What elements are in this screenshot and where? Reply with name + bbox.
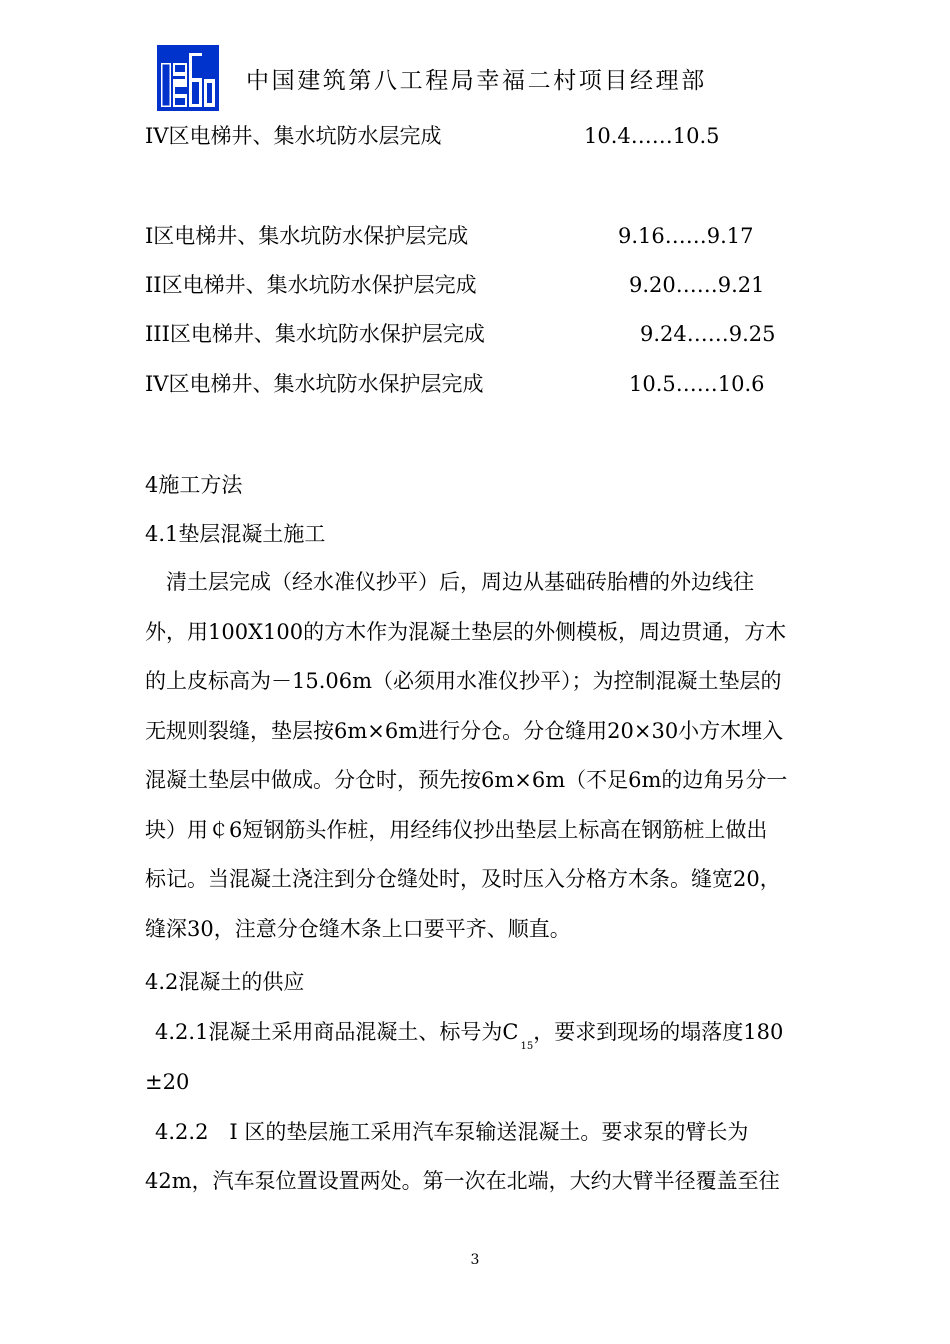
paragraph-line: 混凝土垫层中做成。分仓时，预先按6m×6m（不足6m的边角另分一: [145, 768, 788, 792]
header-title: 中国建筑第八工程局幸福二村项目经理部: [246, 68, 707, 94]
schedule-dates: 10.5……10.6: [629, 372, 765, 396]
page-number: 3: [470, 1252, 480, 1268]
grade-subscript: 15: [520, 1041, 534, 1052]
paragraph-line: 缝深30，注意分仓缝木条上口要平齐、顺直。: [145, 916, 571, 941]
paragraph-line: 的上皮标高为－15.06m（必须用水准仪抄平）；为控制混凝土垫层的: [145, 669, 782, 693]
schedule-dates: 9.16……9.17: [618, 224, 754, 248]
paragraph-4-2-1-line1: [155, 1018, 783, 1061]
paragraph-line: 清土层完成（经水准仪抄平）后，周边从基础砖胎槽的外边线往: [145, 570, 754, 594]
schedule-label: III区电梯井、集水坑防水保护层完成: [145, 322, 485, 346]
schedule-label: I区电梯井、集水坑防水保护层完成: [145, 224, 469, 248]
text-fragment: 4.2.1混凝土采用商品混凝土、标号为C: [155, 1020, 519, 1044]
schedule-dates: 9.20……9.21: [629, 273, 765, 297]
paragraph-line: 标记。当混凝土浇注到分仓缝处时，及时压入分格方木条。缝宽20，: [145, 867, 781, 891]
schedule-dates: 10.4……10.5: [584, 124, 720, 148]
schedule-label: IV区电梯井、集水坑防水层完成: [145, 124, 442, 148]
paragraph-line: 块）用￠6短钢筋头作桩，用经纬仪抄出垫层上标高在钢筋桩上做出: [145, 817, 768, 842]
text-fragment: ，要求到现场的塌落度180: [533, 1020, 784, 1044]
paragraph-4-2-2-line1: 4.2.2 I 区的垫层施工采用汽车泵输送混凝土。要求泵的臂长为: [155, 1120, 749, 1144]
subsection-heading: 4.2混凝土的供应: [145, 970, 305, 994]
company-logo: [157, 45, 219, 111]
paragraph-line: 外，用100X100的方木作为混凝土垫层的外侧模板，周边贯通，方木: [145, 619, 787, 644]
schedule-label: II区电梯井、集水坑防水保护层完成: [145, 273, 477, 297]
subsection-heading: 4.1垫层混凝土施工: [145, 522, 326, 546]
schedule-label: IV区电梯井、集水坑防水保护层完成: [145, 372, 484, 396]
paragraph-4-1: [145, 558, 810, 954]
paragraph-line: 无规则裂缝，垫层按6m×6m进行分仓。分仓缝用20×30小方木埋入: [145, 718, 784, 743]
schedule-dates: 9.24……9.25: [640, 322, 776, 346]
paragraph-4-2-1-line2: ±20: [145, 1070, 190, 1094]
paragraph-4-2-2-line2: 42m，汽车泵位置设置两处。第一次在北端，大约大臂半径覆盖至往: [145, 1169, 780, 1193]
section-heading: 4施工方法: [145, 473, 243, 497]
